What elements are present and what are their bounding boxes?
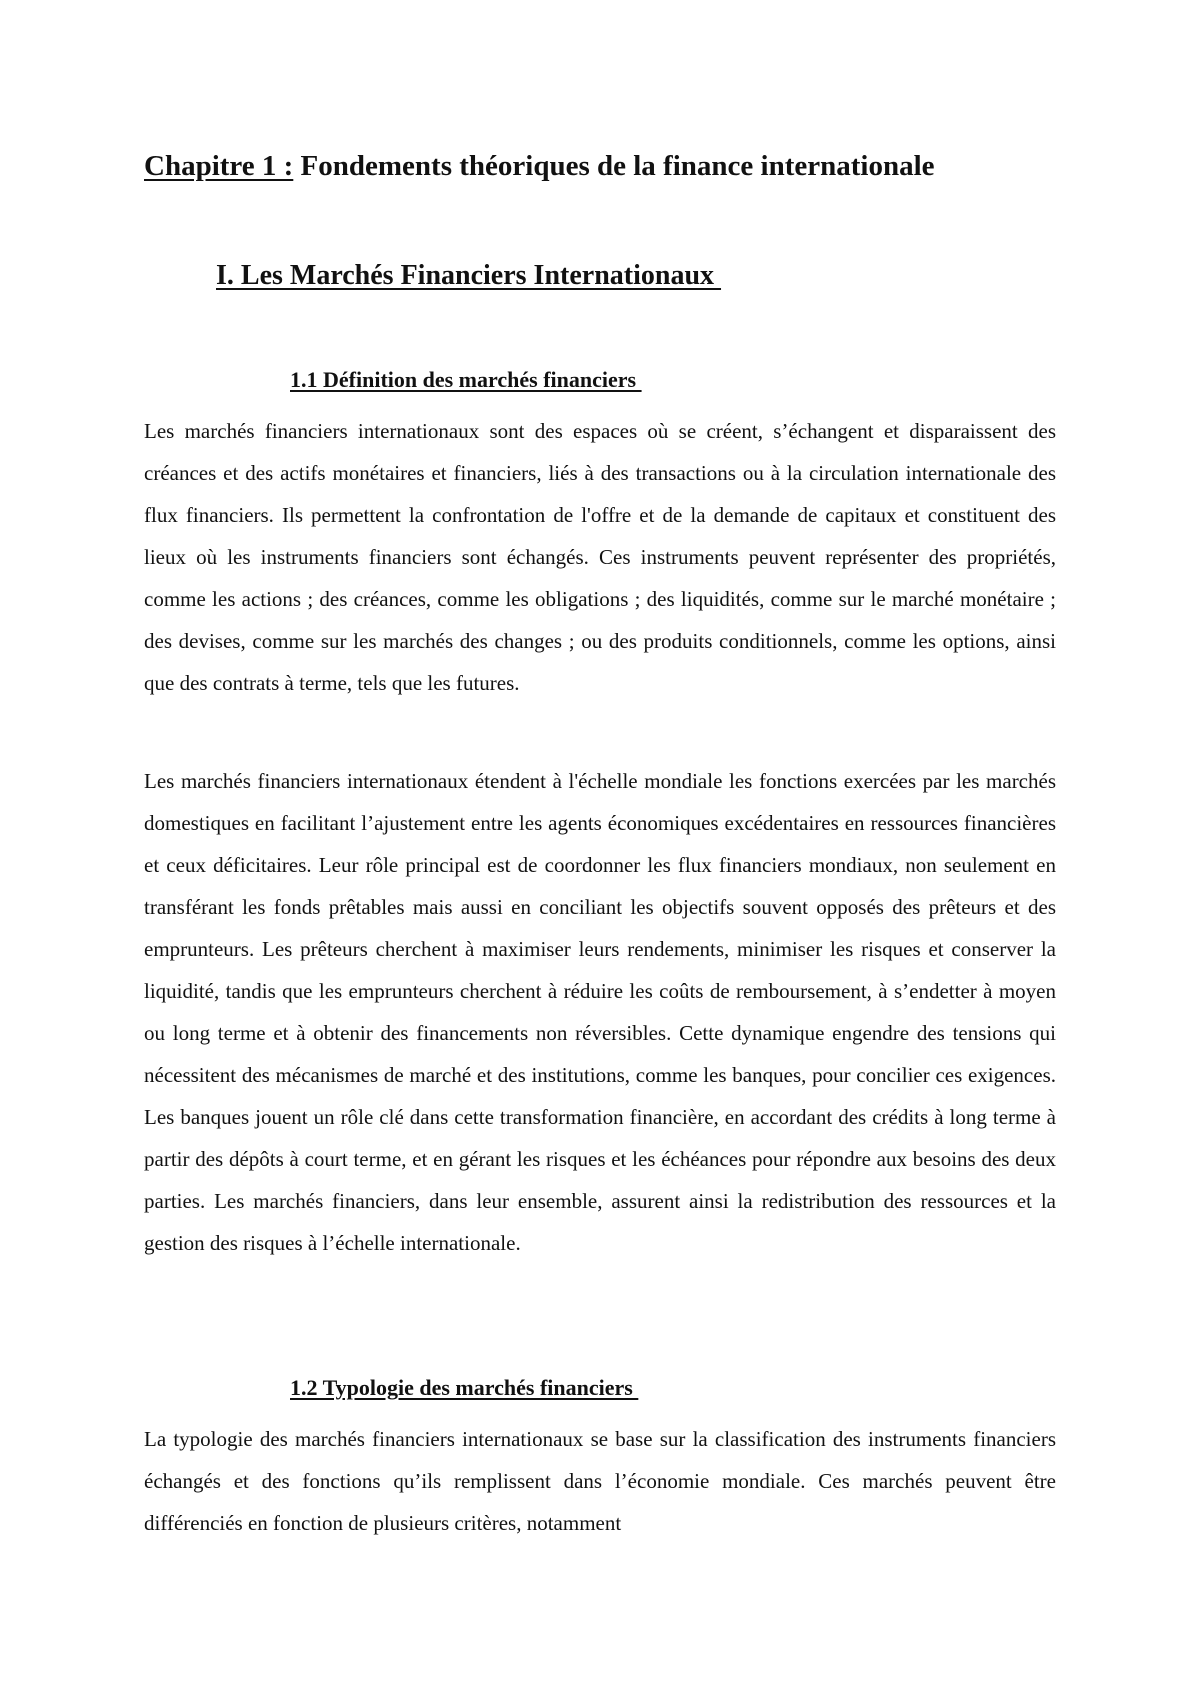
- chapter-label: Chapitre 1 :: [144, 150, 294, 182]
- chapter-title: Fondements théoriques de la finance internationale: [300, 150, 935, 182]
- paragraph-definition-2: Les marchés financiers internationaux étendent à l'échelle mondiale les fonctions exercées par les marchés domestiques en facilitant l’ajustement entre les agents économiques excédentaires en ressources financières et ceux déficitaires. Leur rôle principal est de coordonner les flux financiers mondiaux, non seulement en transférant les fonds prêtables mais aussi en conciliant les objectifs souvent opposés des prêteurs et des emprunteurs. Les prêteurs cherchent à maximiser leurs rendements, minimiser les risques et conserver la liquidité, tandis que les emprunteurs cherchent à réduire les coûts de remboursement, à s’endetter à moyen ou long terme et à obtenir des financements non réversibles. Cette dynamique engendre des tensions qui nécessitent des mécanismes de marché et des institutions, comme les banques, pour concilier ces exigences. Les banques jouent un rôle clé dans cette transformation financière, en accordant des crédits à long terme à partir des dépôts à court terme, et en gérant les risques et les échéances pour répondre aux besoins des deux parties. Les marchés financiers, dans leur ensemble, assurent ainsi la redistribution des ressources et la gestion des risques à l’échelle internationale.: [144, 769, 1056, 1255]
- subsection-title-definition: 1.1 Définition des marchés financiers: [290, 367, 642, 392]
- subsection-title-typology: 1.2 Typologie des marchés financiers: [290, 1375, 639, 1400]
- paragraph-typology-1: La typologie des marchés financiers internationaux se base sur la classification des instruments financiers échangés et des fonctions qu’ils remplissent dans l’économie mondiale. Ces marchés peuvent être différenciés en fonction de plusieurs critères, notamment: [144, 1427, 1056, 1535]
- chapter-heading: [144, 146, 1084, 186]
- paragraph-definition-1: Les marchés financiers internationaux sont des espaces où se créent, s’échangent et disparaissent des créances et des actifs monétaires et financiers, liés à des transactions ou à la circulation internationale des flux financiers. Ils permettent la confrontation de l'offre et de la demande de capitaux et constituent des lieux où les instruments financiers sont échangés. Ces instruments peuvent représenter des propriétés, comme les actions ; des créances, comme les obligations ; des liquidités, comme sur le marché monétaire ; des devises, comme sur les marchés des changes ; ou des produits conditionnels, comme les options, ainsi que des contrats à terme, tels que les futures.: [144, 419, 1056, 695]
- section-title: I. Les Marchés Financiers Internationaux: [216, 260, 722, 291]
